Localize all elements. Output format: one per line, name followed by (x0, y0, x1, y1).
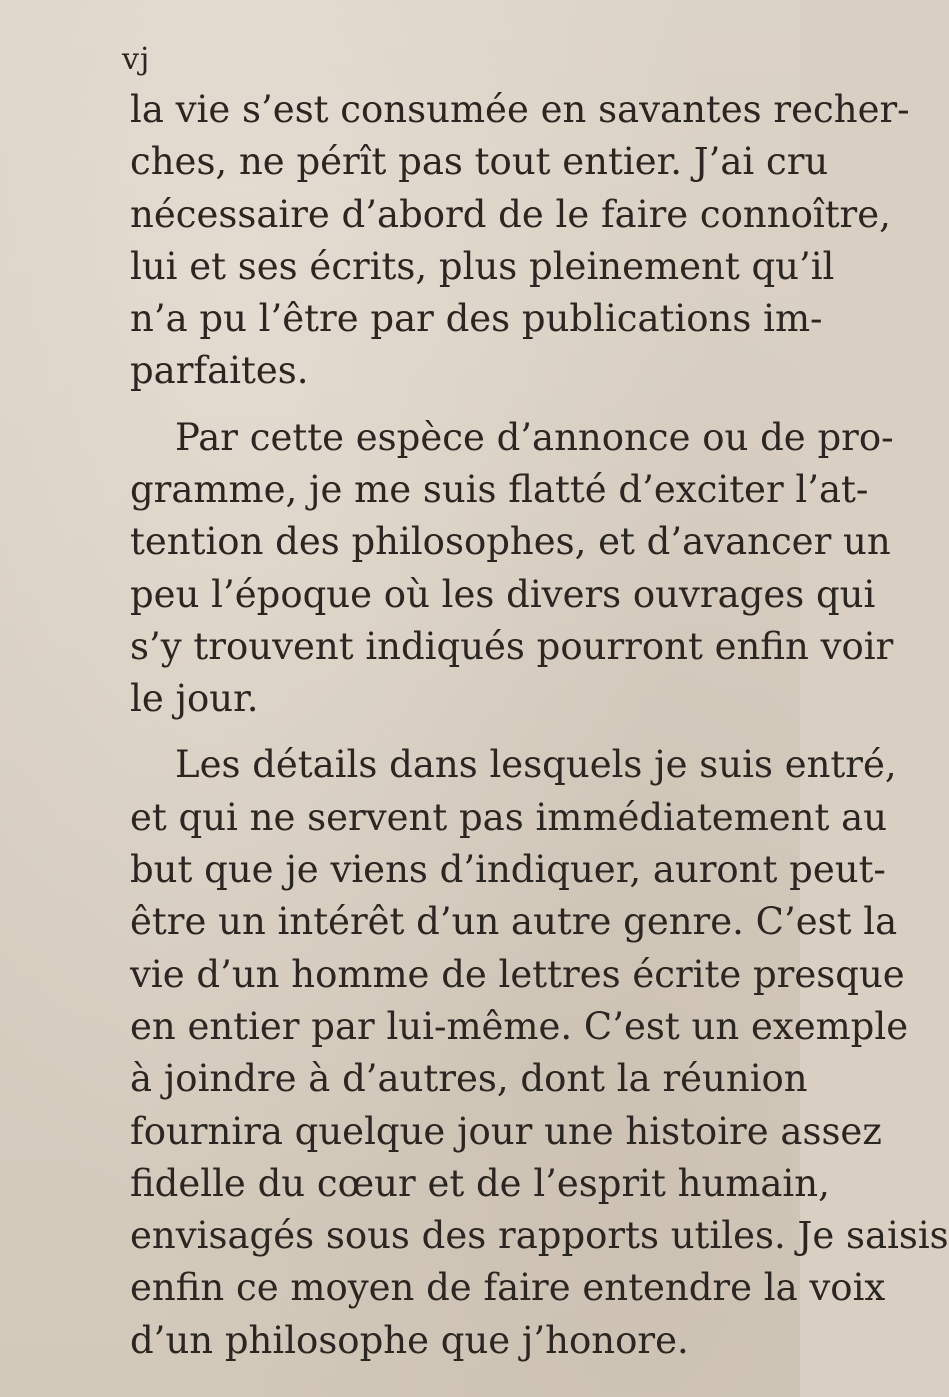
text-line: le jour. (130, 677, 259, 720)
text-line: en entier par lui-même. C’est un exemple (130, 1005, 909, 1048)
text-line: gramme, je me suis flatté d’exciter l’at- (130, 468, 869, 511)
text-line: et qui ne servent pas immédiatement au (130, 796, 888, 839)
text-line: fidelle du cœur et de l’esprit humain, (130, 1162, 830, 1205)
text-line: but que je viens d’indiquer, auront peut- (130, 848, 886, 891)
text-line: Par cette espèce d’annonce ou de pro- (175, 416, 894, 459)
text-line: à joindre à d’autres, dont la réunion (130, 1057, 808, 1100)
text-line: peu l’époque où les divers ouvrages qui (130, 573, 876, 616)
text-line: d’un philosophe que j’honore. (130, 1319, 689, 1362)
text-line: nécessaire d’abord de le faire connoître, (130, 193, 891, 236)
text-line: tention des philosophes, et d’avancer un (130, 520, 891, 563)
text-line: s’y trouvent indiqués pourront enfin voir (130, 625, 894, 668)
text-line: fournira quelque jour une histoire assez (130, 1110, 882, 1153)
text-line: envisagés sous des rapports utiles. Je saisis (130, 1214, 949, 1257)
page-signature: vj (122, 42, 151, 77)
text-line: enfin ce moyen de faire entendre la voix (130, 1266, 886, 1309)
text-line: parfaites. (130, 349, 309, 392)
text-line: la vie s’est consumée en savantes recher- (130, 88, 910, 131)
text-line: lui et ses écrits, plus pleinement qu’il (130, 245, 835, 288)
text-line: être un intérêt d’un autre genre. C’est la (130, 900, 898, 943)
text-line: Les détails dans lesquels je suis entré, (175, 743, 897, 786)
text-line: ches, ne pérît pas tout entier. J’ai cru (130, 140, 829, 183)
text-line: vie d’un homme de lettres écrite presque (130, 953, 905, 996)
text-line: n’a pu l’être par des publications im- (130, 297, 823, 340)
